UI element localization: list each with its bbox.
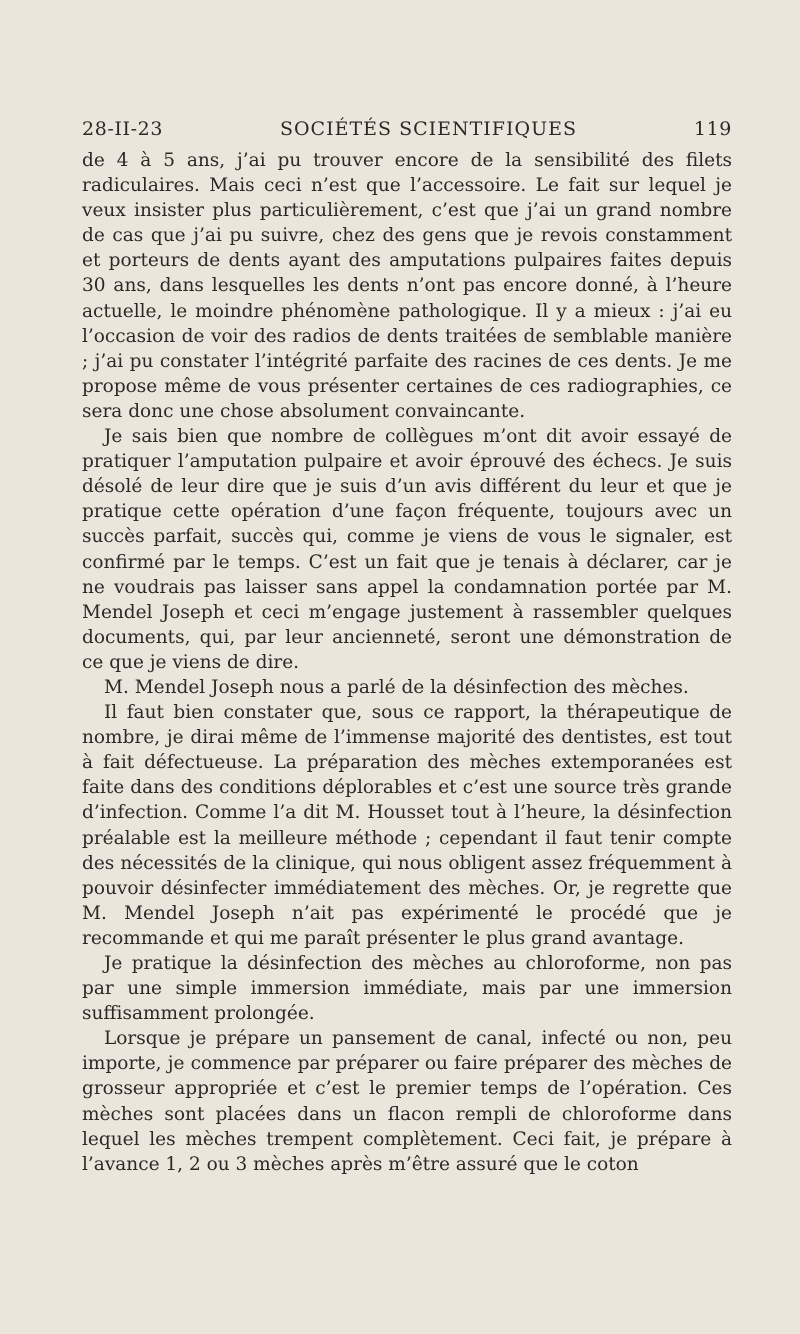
paragraph: Je pratique la désinfection des mèches au chloroforme, non pas par une simple immersion immédiate, mais par une immersion suffisamment prolongée. bbox=[82, 953, 732, 1025]
paragraph: Lorsque je prépare un pansement de canal, infecté ou non, peu importe, je commence par préparer ou faire préparer des mèches de grosseur appropriée et c’est le premier temps de l’opération. Ces mèches sont placées dans un flacon rempli de chloroforme dans lequel les mèches trempent complètement. Ceci fait, je prépare à l’avance 1, 2 ou 3 mèches après m’être assuré que le coton bbox=[82, 1028, 732, 1175]
paragraph: M. Mendel Joseph nous a parlé de la désinfection des mèches. bbox=[104, 676, 689, 698]
paragraph: Il faut bien constater que, sous ce rapport, la thérapeutique de nombre, je dirai même de l’immense majorité des dentistes, est tout à fait défectueuse. La préparation des mèches extemporanées est faite dans des conditions déplorables et c’est une source très grande d’infection. Comme l’a dit M. Housset tout à l’heure, la désinfection préalable est la meilleure méthode ; cependant il faut tenir compte des nécessités de la clinique, qui nous obligent assez fréquemment à pouvoir désinfecter immédiatement des mèches. Or, je regrette que M. Mendel Joseph n’ait pas expérimenté le procédé que je recommande et qui me paraît présenter le plus grand avantage. bbox=[82, 702, 732, 949]
paragraph: de 4 à 5 ans, j’ai pu trouver encore de la sensibilité des filets radiculaires. Mais ceci n’est que l’accessoire. Le fait sur lequel je veux insister plus particulièrement, c’est que j’ai un grand nombre de cas que j’ai pu suivre, chez des gens que je revois constamment et porteurs de dents ayant des amputations pulpaires faites depuis 30 ans, dans lesquelles les dents n’ont pas encore donné, à l’heure actuelle, le moindre phénomène pathologique. Il y a mieux : j’ai eu l’occasion de voir des radios de dents traitées de semblable manière ; j’ai pu constater l’intégrité parfaite des racines de ces dents. Je me propose même de vous présenter certaines de ces radiographies, ce sera donc une chose absolument convaincante. bbox=[82, 150, 732, 422]
page-number: 119 bbox=[693, 118, 732, 140]
running-header bbox=[82, 118, 732, 140]
body-text bbox=[82, 148, 732, 1177]
header-date: 28-II-23 bbox=[82, 118, 164, 140]
header-title: SOCIÉTÉS SCIENTIFIQUES bbox=[279, 118, 577, 140]
paragraph: Je sais bien que nombre de collègues m’ont dit avoir essayé de pratiquer l’amputation pulpaire et avoir éprouvé des échecs. Je suis désolé de leur dire que je suis d’un avis différent du leur et que je pratique cette opération d’une façon fréquente, toujours avec un succès parfait, succès qui, comme je viens de vous le signaler, est confirmé par le temps. C’est un fait que je tenais à déclarer, car je ne voudrais pas laisser sans appel la condamnation portée par M. Mendel Joseph et ceci m’engage justement à rassembler quelques documents, qui, par leur ancienneté, seront une démonstration de ce que je viens de dire. bbox=[82, 426, 732, 673]
